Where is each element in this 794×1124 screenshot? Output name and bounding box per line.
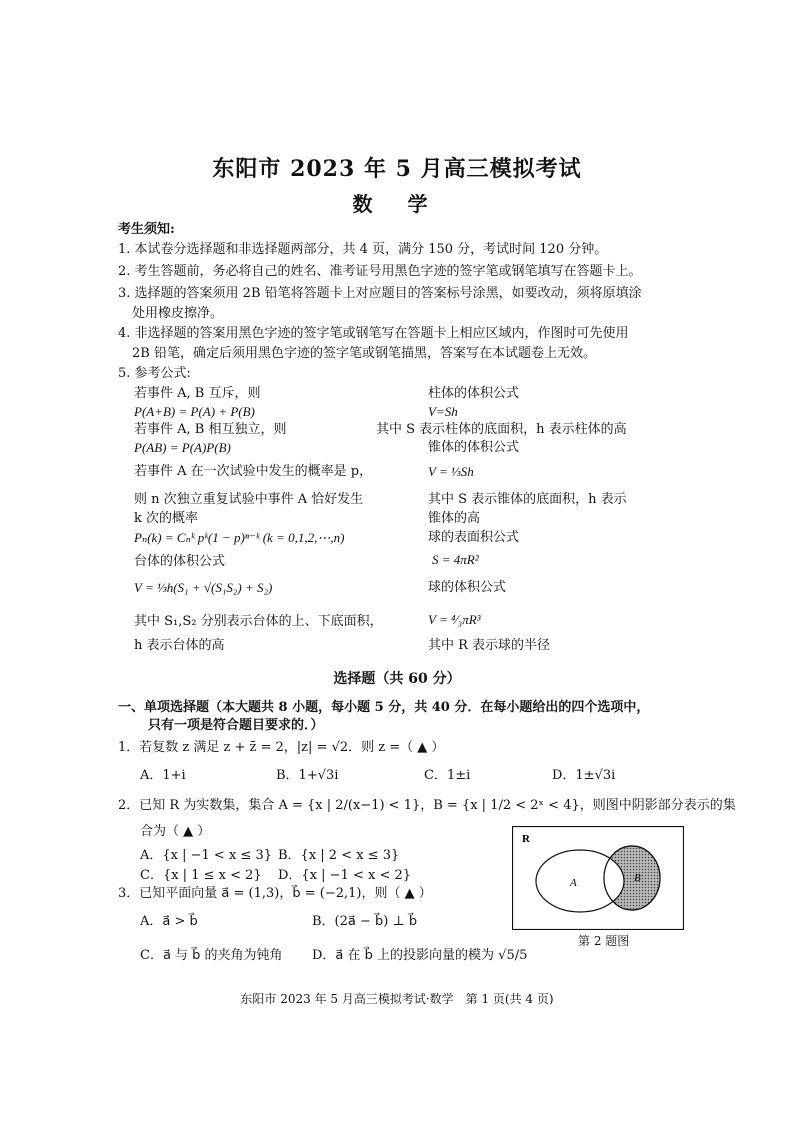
question-1-option-a: A．1+i	[140, 768, 186, 783]
formula-left: 台体的体积公式	[134, 554, 226, 569]
formula-left: 若事件 A, B 互斥，则	[134, 386, 261, 401]
notice-item: 处用橡皮擦净。	[132, 306, 224, 321]
formula-left: P(A+B) = P(A) + P(B)	[134, 404, 255, 419]
question-2-option-b: B．{x | 2 < x ≤ 3}	[278, 848, 400, 863]
notice-heading: 考生须知:	[118, 222, 175, 237]
question-2-stem-continued: 合为（ ▲ ）	[140, 824, 211, 839]
formula-right: 锥体的体积公式	[428, 440, 520, 455]
question-2-option-c: C．{x | 1 ≤ x < 2}	[140, 868, 262, 883]
question-2-option-a: A．{x | −1 < x ≤ 3}	[140, 848, 272, 863]
question-3-stem: 3．已知平面向量 a⃗ = (1,3)，b⃗ = (−2,1)，则（ ▲ ）	[118, 886, 432, 901]
formula-left: h 表示台体的高	[134, 638, 225, 653]
figure-caption: 第 2 题图	[578, 934, 630, 948]
formula-right: S = 4πR²	[432, 552, 479, 567]
question-3-option-c: C．a⃗ 与 b⃗ 的夹角为钝角	[140, 948, 283, 963]
formula-left: 若事件 A, B 相互独立，则	[134, 422, 287, 437]
formula-left: 若事件 A 在一次试验中发生的概率是 p，	[134, 464, 373, 479]
question-1-option-c: C．1±i	[424, 768, 471, 783]
question-1-stem: 1．若复数 z 满足 z + z̄ = 2，|z| = √2．则 z =（ ▲ ）	[118, 740, 445, 755]
question-3-option-a: A．a⃗ > b⃗	[140, 914, 198, 929]
notice-item: 3. 选择题的答案须用 2B 铅笔将答题卡上对应题目的答案标号涂黑，如要改动，须将原填涂	[118, 286, 642, 301]
subject-title: 数 学	[352, 192, 442, 216]
part1-instruction: 只有一项是符合题目要求的．）	[148, 718, 324, 733]
formula-right: 其中 R 表示球的半径	[428, 638, 551, 653]
notice-item: 4. 非选择题的答案用黑色字迹的签字笔或钢笔写在答题卡上相应区域内，作图时可先使用	[118, 326, 629, 341]
section-heading: 选择题（共 60 分）	[333, 671, 461, 687]
notice-item: 2B 铅笔，确定后须用黑色字迹的签字笔或钢笔描黑，答案写在本试题卷上无效。	[132, 346, 596, 361]
formula-left: 则 n 次独立重复试验中事件 A 恰好发生	[134, 492, 364, 507]
formula-right: V = ⁴⁄₃πR³	[428, 612, 481, 627]
question-1-option-b: B．1+√3i	[276, 768, 339, 783]
formula-left: Pₙ(k) = Cₙᵏ pᵏ(1 − p)ⁿ⁻ᵏ (k = 0,1,2,⋯,n)	[134, 530, 345, 545]
notice-item: 2. 考生答题前，务必将自己的姓名、准考证号用黑色字迹的签字笔或钢笔填写在答题卡上。	[118, 264, 642, 279]
exam-title: 东阳市 2023 年 5 月高三模拟考试	[212, 156, 582, 182]
question-1-option-d: D．1±√3i	[552, 768, 616, 783]
notice-item: 5. 参考公式:	[118, 366, 191, 381]
page-footer: 东阳市 2023 年 5 月高三模拟考试·数学 第 1 页(共 4 页)	[240, 992, 554, 1006]
formula-left: 其中 S₁,S₂ 分别表示台体的上、下底面积，	[134, 614, 383, 629]
formula-left: P(AB) = P(A)P(B)	[134, 440, 231, 455]
formula-right: 球的体积公式	[428, 580, 507, 595]
question-3-option-d: D．a⃗ 在 b⃗ 上的投影向量的模为 √5/5	[312, 948, 528, 963]
formula-left: k 次的概率	[134, 511, 199, 526]
question-3-option-b: B．(2a⃗ − b⃗) ⊥ b⃗	[312, 914, 418, 929]
formula-right: 其中 S 表示锥体的底面积，h 表示	[428, 492, 627, 507]
formula-right: V = ⅓Sh	[428, 464, 474, 479]
formula-right: V=Sh	[428, 404, 458, 419]
part1-instruction: 一、单项选择题（本大题共 8 小题，每小题 5 分，共 40 分．在每小题给出的四个选项中，	[118, 700, 650, 715]
set-label-r: R	[522, 833, 530, 845]
formula-right: 其中 S 表示柱体的底面积，h 表示柱体的高	[376, 422, 627, 437]
formula-left: V = ⅓h(S₁ + √(S₁S₂) + S₂)	[134, 580, 273, 595]
venn-diagram-figure	[512, 826, 684, 930]
set-label-b: B	[634, 872, 641, 884]
set-label-a: A	[570, 877, 577, 889]
notice-item: 1. 本试卷分选择题和非选择题两部分，共 4 页，满分 150 分，考试时间 120 分钟。	[118, 242, 608, 257]
formula-right: 柱体的体积公式	[428, 386, 520, 401]
question-2-stem: 2．已知 R 为实数集，集合 A = {x | 2/(x−1) < 1}，B = {x | 1/2 < 2ˣ < 4}，则图中阴影部分表示的集	[118, 798, 736, 813]
formula-right: 锥体的高	[428, 511, 481, 526]
formula-right: 球的表面积公式	[428, 530, 520, 545]
question-2-option-d: D．{x | −1 < x < 2}	[278, 868, 412, 883]
